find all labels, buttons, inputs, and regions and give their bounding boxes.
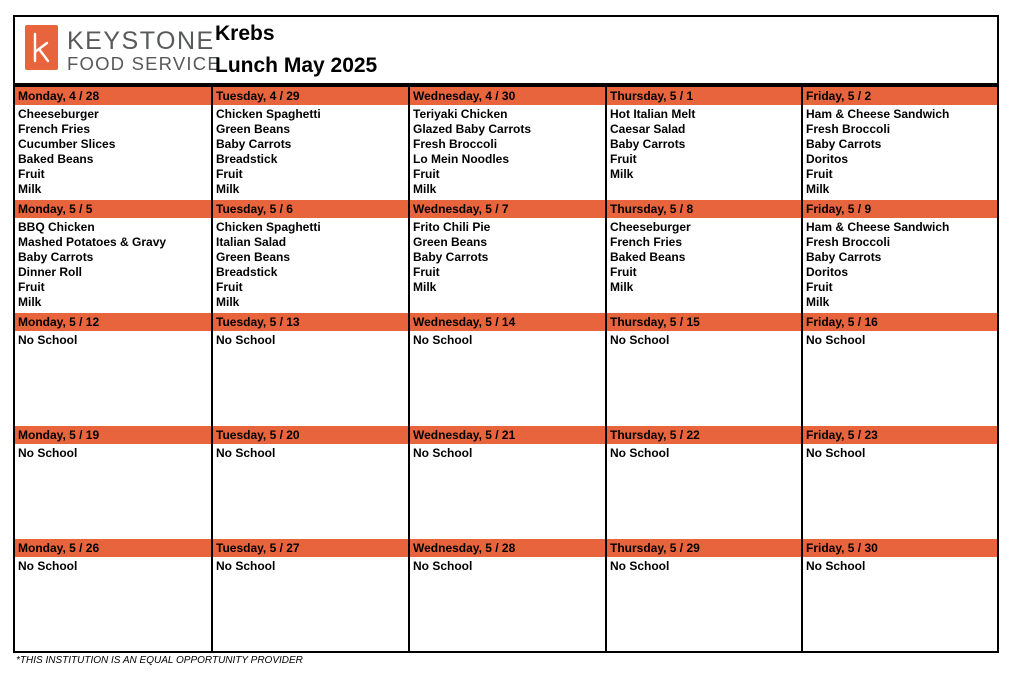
day-cell (408, 313, 605, 426)
menu-item-list (803, 218, 997, 310)
menu-item: Frito Chili Pie (413, 220, 491, 234)
menu-item: No School (216, 446, 276, 460)
menu-item: French Fries (610, 235, 683, 249)
day-cell (605, 200, 801, 313)
menu-item: Cucumber Slices (18, 137, 116, 151)
menu-item: Fresh Broccoli (413, 137, 498, 151)
day-header: Tuesday, 5 / 20 (213, 426, 408, 444)
menu-item: Teriyaki Chicken (413, 107, 508, 121)
menu-item: No School (806, 333, 866, 347)
day-header: Wednesday, 5 / 28 (410, 539, 605, 557)
menu-item: Cheeseburger (610, 220, 691, 234)
day-header: Thursday, 5 / 29 (607, 539, 801, 557)
menu-item: Fruit (610, 265, 637, 279)
menu-item: No School (610, 446, 670, 460)
day-cell (211, 200, 408, 313)
menu-item: Fresh Broccoli (806, 235, 891, 249)
menu-item: Fruit (413, 167, 440, 181)
day-header: Monday, 5 / 26 (15, 539, 211, 557)
menu-item: Fruit (216, 167, 243, 181)
day-header: Thursday, 5 / 8 (607, 200, 801, 218)
footer-disclaimer: *THIS INSTITUTION IS AN EQUAL OPPORTUNITY PROVIDER (16, 655, 303, 666)
menu-item: Dinner Roll (18, 265, 83, 279)
menu-item: Mashed Potatoes & Gravy (18, 235, 167, 249)
day-cell (801, 313, 997, 426)
menu-item-list (410, 444, 605, 461)
logo-k-icon (25, 25, 58, 70)
day-cell (15, 200, 211, 313)
day-header: Friday, 5 / 16 (803, 313, 997, 331)
day-cell (408, 539, 605, 651)
menu-item: Baked Beans (610, 250, 686, 264)
day-header: Thursday, 5 / 1 (607, 87, 801, 105)
menu-item-list (803, 557, 997, 574)
menu-item: Breadstick (216, 152, 278, 166)
school-name: Krebs (215, 22, 275, 45)
day-header: Tuesday, 5 / 13 (213, 313, 408, 331)
menu-item: Milk (806, 295, 830, 309)
menu-item: Milk (18, 182, 42, 196)
menu-item: Milk (610, 280, 634, 294)
day-header: Friday, 5 / 2 (803, 87, 997, 105)
menu-item: Chicken Spaghetti (216, 107, 321, 121)
menu-item-list (607, 218, 801, 295)
menu-item-list (213, 444, 408, 461)
day-cell (801, 426, 997, 539)
menu-item: No School (216, 333, 276, 347)
menu-item: Milk (18, 295, 42, 309)
menu-item: No School (18, 333, 78, 347)
menu-item-list (607, 557, 801, 574)
menu-item: Ham & Cheese Sandwich (806, 107, 950, 121)
day-header: Thursday, 5 / 22 (607, 426, 801, 444)
menu-item: Milk (216, 182, 240, 196)
day-cell (605, 539, 801, 651)
menu-item: Green Beans (413, 235, 488, 249)
menu-item-list (213, 331, 408, 348)
menu-item: Italian Salad (216, 235, 287, 249)
menu-calendar-frame (13, 15, 999, 653)
day-cell (15, 539, 211, 651)
menu-item: Milk (413, 182, 437, 196)
menu-item: Fruit (610, 152, 637, 166)
day-header: Tuesday, 5 / 27 (213, 539, 408, 557)
menu-item: No School (216, 559, 276, 573)
menu-item: Milk (610, 167, 634, 181)
menu-item: Doritos (806, 265, 848, 279)
day-header: Wednesday, 5 / 14 (410, 313, 605, 331)
menu-item: Milk (806, 182, 830, 196)
menu-item: Baby Carrots (18, 250, 94, 264)
menu-item: French Fries (18, 122, 91, 136)
menu-item-list (213, 105, 408, 197)
menu-item-list (15, 218, 211, 310)
menu-item: Fruit (216, 280, 243, 294)
day-header: Friday, 5 / 23 (803, 426, 997, 444)
menu-item: Caesar Salad (610, 122, 686, 136)
menu-item: No School (413, 559, 473, 573)
menu-item: Fruit (18, 280, 45, 294)
menu-item: Chicken Spaghetti (216, 220, 321, 234)
day-header: Tuesday, 4 / 29 (213, 87, 408, 105)
menu-item: No School (413, 446, 473, 460)
menu-item: Baked Beans (18, 152, 94, 166)
day-cell (605, 313, 801, 426)
menu-item: No School (18, 446, 78, 460)
menu-item: Fresh Broccoli (806, 122, 891, 136)
brand-name: KEYSTONE (67, 27, 215, 55)
page-title: Lunch May 2025 (215, 54, 378, 77)
menu-item: Hot Italian Melt (610, 107, 696, 121)
day-cell (408, 200, 605, 313)
day-cell (801, 87, 997, 200)
menu-item: No School (610, 559, 670, 573)
menu-item: Fruit (18, 167, 45, 181)
menu-item-list (803, 105, 997, 197)
menu-item: Baby Carrots (806, 137, 882, 151)
day-header: Thursday, 5 / 15 (607, 313, 801, 331)
menu-grid (15, 87, 997, 651)
day-cell (15, 87, 211, 200)
menu-item-list (410, 105, 605, 197)
menu-item: Baby Carrots (806, 250, 882, 264)
menu-item: Green Beans (216, 122, 291, 136)
day-header: Friday, 5 / 30 (803, 539, 997, 557)
day-cell (801, 200, 997, 313)
day-header: Monday, 5 / 19 (15, 426, 211, 444)
menu-item: Milk (216, 295, 240, 309)
day-header: Friday, 5 / 9 (803, 200, 997, 218)
menu-item-list (213, 218, 408, 310)
menu-item: Fruit (806, 280, 833, 294)
keystone-logo-icon (25, 25, 58, 70)
menu-item: Baby Carrots (610, 137, 686, 151)
menu-item: Doritos (806, 152, 848, 166)
day-cell (605, 87, 801, 200)
day-cell (15, 426, 211, 539)
day-header: Monday, 4 / 28 (15, 87, 211, 105)
menu-item: No School (610, 333, 670, 347)
menu-item: Baby Carrots (413, 250, 489, 264)
menu-item: No School (806, 446, 866, 460)
day-header: Wednesday, 5 / 7 (410, 200, 605, 218)
menu-item: No School (806, 559, 866, 573)
menu-item-list (213, 557, 408, 574)
menu-item: Breadstick (216, 265, 278, 279)
menu-item: No School (413, 333, 473, 347)
day-header: Wednesday, 5 / 21 (410, 426, 605, 444)
menu-item-list (803, 331, 997, 348)
menu-item-list (410, 331, 605, 348)
day-cell (211, 87, 408, 200)
menu-item-list (15, 557, 211, 574)
menu-item: Glazed Baby Carrots (413, 122, 532, 136)
brand-subtitle: FOOD SERVICE (67, 53, 221, 74)
menu-item: Fruit (806, 167, 833, 181)
day-cell (211, 426, 408, 539)
menu-item-list (410, 218, 605, 295)
menu-item: Baby Carrots (216, 137, 292, 151)
menu-item: BBQ Chicken (18, 220, 95, 234)
menu-item-list (15, 105, 211, 197)
menu-item: Lo Mein Noodles (413, 152, 509, 166)
menu-item-list (607, 105, 801, 182)
day-header: Tuesday, 5 / 6 (213, 200, 408, 218)
menu-item: Green Beans (216, 250, 291, 264)
menu-item-list (607, 331, 801, 348)
day-cell (605, 426, 801, 539)
menu-item: No School (18, 559, 78, 573)
day-header: Monday, 5 / 5 (15, 200, 211, 218)
day-header: Wednesday, 4 / 30 (410, 87, 605, 105)
menu-item-list (15, 444, 211, 461)
menu-item-list (410, 557, 605, 574)
menu-item-list (15, 331, 211, 348)
day-cell (408, 426, 605, 539)
menu-header (15, 17, 997, 87)
menu-item: Fruit (413, 265, 440, 279)
day-header: Monday, 5 / 12 (15, 313, 211, 331)
menu-item: Milk (413, 280, 437, 294)
day-cell (408, 87, 605, 200)
menu-item-list (607, 444, 801, 461)
day-cell (211, 313, 408, 426)
day-cell (211, 539, 408, 651)
menu-item: Ham & Cheese Sandwich (806, 220, 950, 234)
menu-item: Cheeseburger (18, 107, 99, 121)
day-cell (801, 539, 997, 651)
day-cell (15, 313, 211, 426)
menu-item-list (803, 444, 997, 461)
